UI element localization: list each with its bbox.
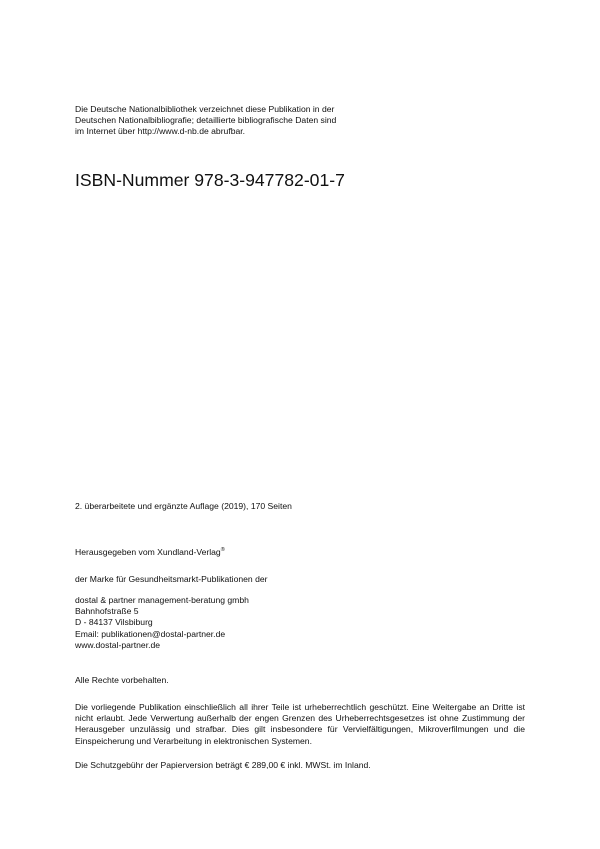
edition-info: 2. überarbeitete und ergänzte Auflage (2019), 170 Seiten: [75, 501, 292, 511]
city-address: D - 84137 Vilsbiburg: [75, 617, 153, 628]
website-address: www.dostal-partner.de: [75, 639, 161, 650]
publisher-address: [75, 595, 249, 651]
isbn-number: ISBN-Nummer 978-3-947782-01-7: [75, 170, 345, 190]
copyright-notice: Die vorliegende Publikation einschließlich all ihrer Teile ist urheberrechtlich geschützt. Eine Weitergabe an Dritte ist nicht erlaubt. Jede Verwertung außerhalb der engen Grenzen des Urheberrechtsgesetzes ist ohne Zustimmung der Herausgeber unzulässig und strafbar. Dies gilt insbesondere für Vervielfältigungen, Mikroverfilmungen und die Einspeicherung und Verarbeitung in elektronischen Systemen.: [75, 702, 525, 746]
rights-reserved: Alle Rechte vorbehalten.: [75, 675, 169, 685]
street-address: Bahnhofstraße 5: [75, 606, 139, 617]
publisher-line: [75, 547, 225, 558]
brand-line: der Marke für Gesundheitsmarkt-Publikationen der: [75, 574, 268, 584]
publisher-text: Herausgegeben vom Xundland-Verlag: [75, 547, 221, 557]
dnb-notice: [75, 104, 375, 138]
registered-trademark: ®: [220, 547, 225, 553]
dnb-notice-line: Die Deutsche Nationalbibliothek verzeichnet diese Publikation in der: [75, 104, 335, 114]
dnb-notice-line: Deutschen Nationalbibliografie; detaillierte bibliografische Daten sind: [75, 115, 337, 126]
price-notice: Die Schutzgebühr der Papierversion beträgt € 289,00 € inkl. MWSt. im Inland.: [75, 760, 371, 770]
company-name: dostal & partner management-beratung gmbh: [75, 595, 249, 605]
email-address: Email: publikationen@dostal-partner.de: [75, 628, 226, 639]
dnb-notice-line: im Internet über http://www.d-nb.de abrufbar.: [75, 126, 246, 137]
